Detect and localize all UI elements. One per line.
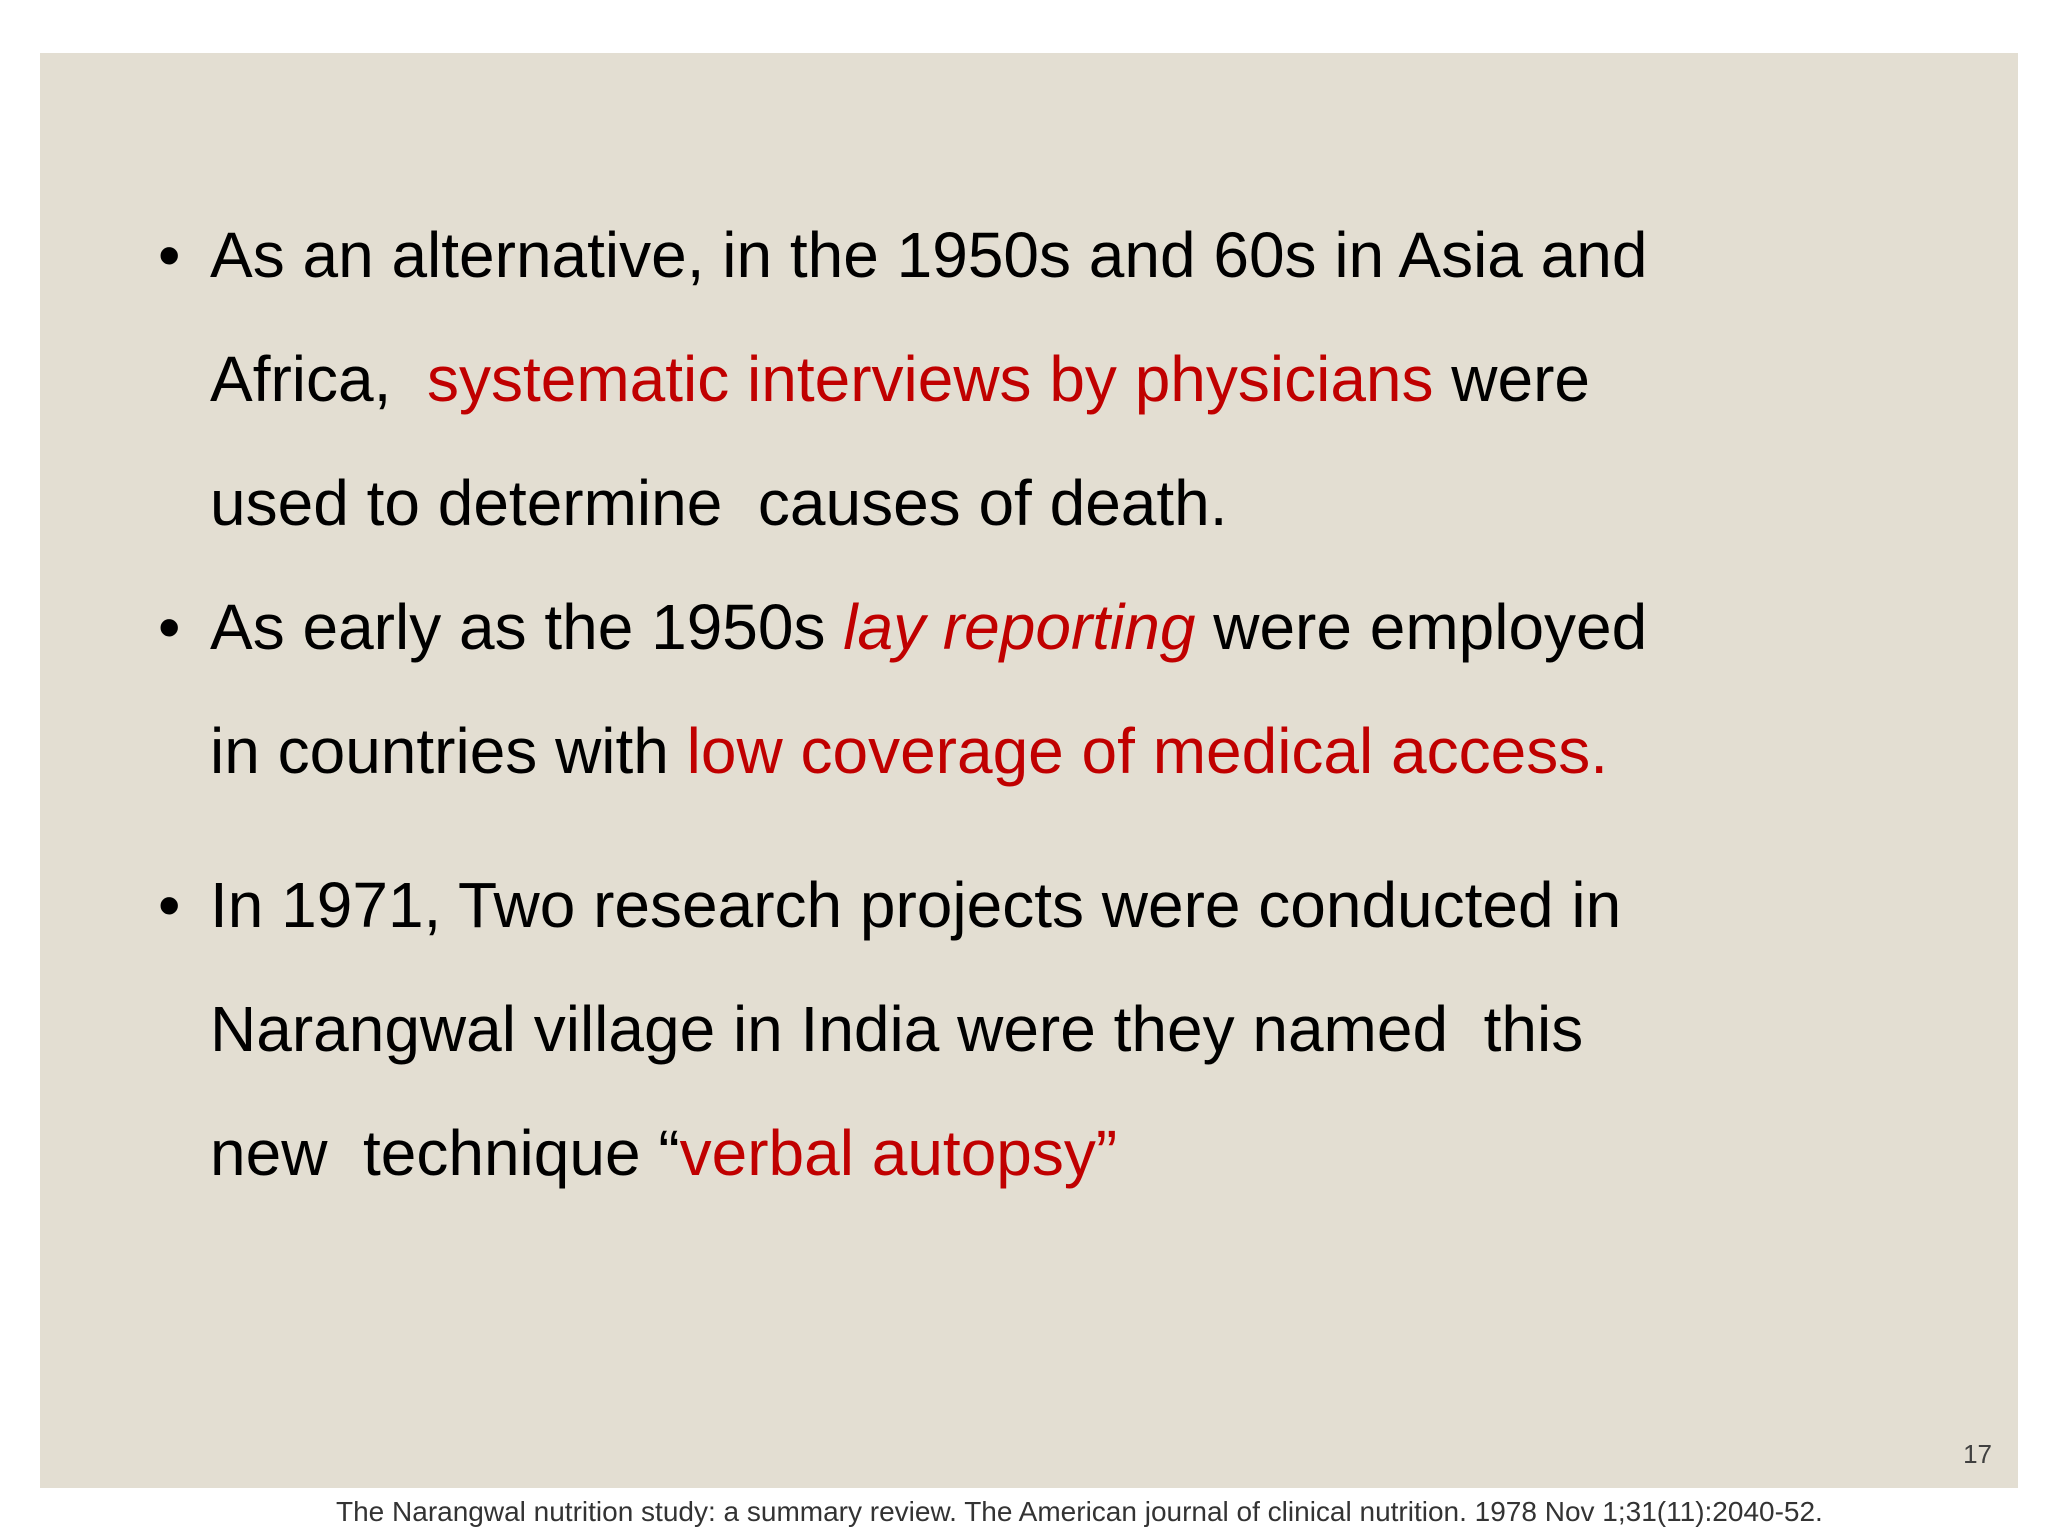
citation: The Narangwal nutrition study: a summary review. The American journal of clinical nutrition. 1978 Nov 1;31(11):2040-52. <box>336 1496 1823 1527</box>
bullet-text-part: As an alternative, in the 1950s and 60s in Asia and Africa, <box>210 219 1648 415</box>
bullet-marker: • <box>158 869 181 941</box>
bullet-text <box>210 565 1770 813</box>
bullet-text-part: As early as the 1950s <box>210 591 844 663</box>
highlighted-text: low coverage of medical access. <box>686 715 1608 787</box>
bullet-marker: • <box>158 219 181 291</box>
bullet-text-part: In 1971, Two research projects were conducted in Narangwal village in India were they named this new technique “ <box>210 869 1622 1189</box>
highlighted-text: verbal autopsy” <box>679 1117 1118 1189</box>
page-number: 17 <box>1963 1439 1992 1469</box>
slide <box>40 53 2018 1488</box>
bullet-text-part: were employed in countries with <box>210 591 1648 787</box>
bullet-text-part: were used to determine causes of death. <box>210 343 1590 539</box>
highlighted-text: systematic interviews by physicians <box>426 343 1434 415</box>
bullet-marker: • <box>158 591 181 663</box>
highlighted-text: lay reporting <box>843 591 1196 663</box>
bullet-text <box>210 193 1770 565</box>
bullet-text <box>210 843 1770 1215</box>
